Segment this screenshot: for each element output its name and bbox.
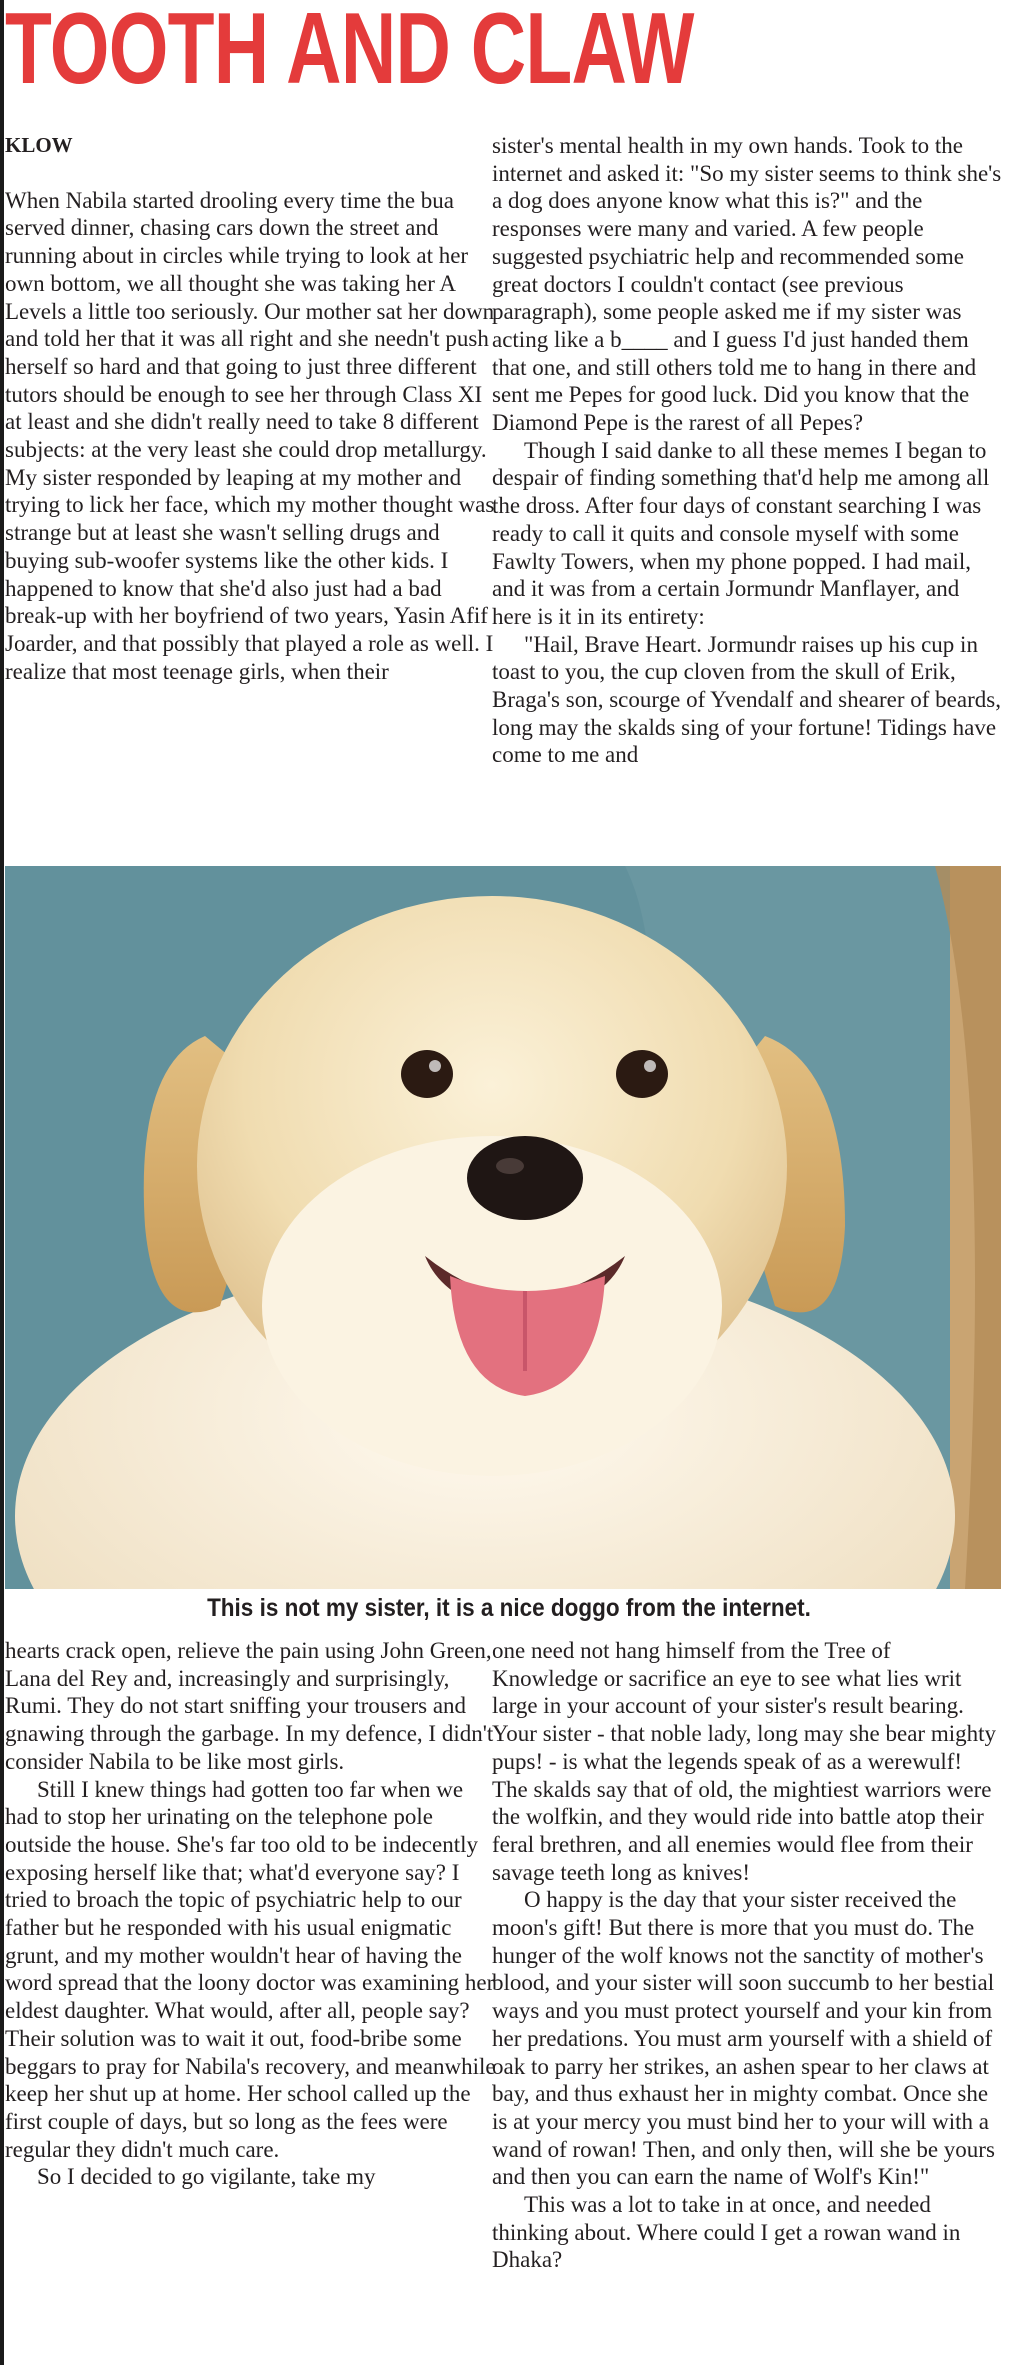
paragraph: hearts crack open, relieve the pain using John Green, Lana del Rey and, increasingly and surprisingly, Rumi. They do not start sniffing your trousers and gnawing through the garbage. In my defence, I didn't consider Nabila to be like most girls. (5, 1638, 494, 1774)
paragraph: This was a lot to take in at once, and needed thinking about. Where could I get a rowan wand in Dhaka? (492, 2192, 961, 2273)
paragraph: So I decided to go vigilante, take my (37, 2164, 376, 2190)
paragraph: "Hail, Brave Heart. Jormundr raises up his cup in toast to you, the cup cloven from the skull of Erik, Braga's son, scourge of Yvendalf and shearer of beards, long may the skalds sing of your fortune! Tidings have come to me and (492, 631, 1001, 768)
page-edge-rule (0, 0, 4, 2365)
column-top-left (5, 132, 501, 685)
puppy-photo (5, 866, 1001, 1589)
paragraph: When Nabila started drooling every time the bua served dinner, chasing cars down the street and running about in circles while trying to look at her own bottom, we all thought she was taking her A Levels a little too seriously. Our mother sat her down and told her that it was all right and she needn't push herself so hard and that going to just three different tutors should be enough to see her through Class XI at least and she didn't really need to take 8 different subjects: at the very least she could drop metallurgy. My sister responded by leaping at my mother and trying to lick her face, which my mother thought was strange but at least she wasn't selling drugs and buying sub-woofer systems like the other kids. I happened to know that she'd also just had a bad break-up with her boyfriend of two years, Yasin Afif Joarder, and that possibly that played a role as well. I realize that most teenage girls, when their (5, 187, 495, 684)
paragraph: sister's mental health in my own hands. Took to the internet and asked it: "So my sister seems to think she's a dog does anyone know what this is?" and the responses were many and varied. A few people suggested psychiatric help and recommended some great doctors I couldn't contact (see previous paragraph), some people asked me if my sister was acting like a b____ and I guess I'd just handed them that one, and still others told me to hang in there and sent me Pepes for good luck. Did you know that the Diamond Pepe is the rarest of all Pepes? (492, 133, 1002, 436)
byline: KLOW (5, 133, 73, 157)
headline: TOOTH AND CLAW (5, 0, 694, 105)
column-bottom-left (5, 1637, 501, 2191)
paragraph: one need not hang himself from the Tree of Knowledge or sacrifice an eye to see what lies writ large in your account of your sister's result bearing. Your sister - that noble lady, long may she bear mighty pups! - is what the legends speak of as a werewulf! The skalds say that of old, the mightiest warriors were the wolfkin, and they would ride into battle atop their feral brethren, and all enemies would flee from their savage teeth long as knives! (492, 1638, 997, 1885)
puppy-illustration (5, 866, 1001, 1589)
paragraph: Still I knew things had gotten too far when we had to stop her urinating on the telephone pole outside the house. She's far too old to be indecently exposing herself like that; what'd everyone say? I tried to broach the topic of psychiatric help to our father but he responded with his usual enigmatic grunt, and my mother wouldn't hear of having the word spread that the loony doctor was examining her eldest daughter. What would, after all, people say? Their solution was to wait it out, food-bribe some beggars to pray for Nabila's recovery, and meanwhile keep her shut up at home. Her school called up the first couple of days, but so long as the fees were regular they didn't much care. (5, 1776, 496, 2162)
column-top-right (492, 132, 1002, 769)
paragraph: O happy is the day that your sister received the moon's gift! But there is more that you must do. The hunger of the wolf knows not the sanctity of mother's blood, and your sister will soon succumb to her bestial ways and you must protect yourself and your kin from her predations. You must arm yourself with a shield of oak to parry her strikes, an ashen spear to her claws at bay, and thus exhaust her in mighty combat. Once she is at your mercy you must bind her to your will with a wand of rowan! Then, and only then, will she be yours and then you can earn the name of Wolf's Kin!" (492, 1887, 995, 2190)
column-bottom-right (492, 1637, 1002, 2274)
paragraph: Though I said danke to all these memes I began to despair of finding something that'd help me among all the dross. After four days of constant searching I was ready to call it quits and console myself with some Fawlty Towers, when my phone popped. I had mail, and it was from a certain Jormundr Manflayer, and here is it in its entirety: (492, 437, 990, 629)
photo-caption: This is not my sister, it is a nice doggo from the internet. (207, 1594, 811, 1622)
